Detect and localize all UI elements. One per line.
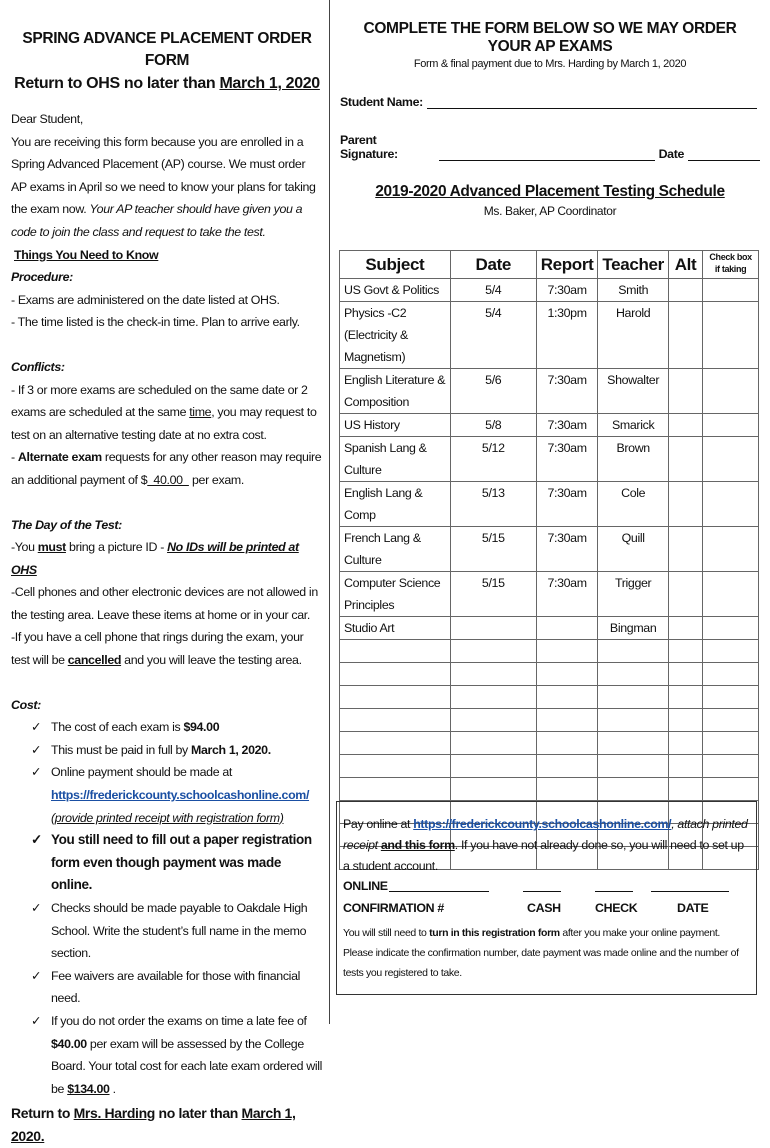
col-date: Date — [450, 251, 536, 279]
alt-cell[interactable] — [668, 617, 702, 640]
day-heading: The Day of the Test: — [11, 517, 122, 532]
check-cell[interactable] — [703, 482, 759, 527]
pay-text: , attach printed receipt — [343, 817, 748, 852]
parent-signature-label: Parent Signature: — [340, 133, 398, 161]
receipt-note: (provide printed receipt with registration form) — [51, 810, 284, 825]
report-cell: 7:30am — [536, 414, 598, 437]
checks-note: Checks should be made payable to Oakdale High School. Write the student’s full name in the memo section. — [51, 901, 308, 961]
check-cell[interactable] — [703, 437, 759, 482]
note-text: You will still need to — [343, 927, 430, 939]
day-must: must — [37, 540, 66, 555]
check-mark-icon: ✓ — [31, 968, 42, 983]
date-line[interactable] — [688, 146, 760, 161]
day-item: -Cell phones and other electronic devices are not allowed in the testing area. Leave these items at home or in your car. — [11, 585, 318, 622]
check-cell[interactable] — [703, 572, 759, 617]
intro-italic: Your AP teacher should have given you a code to join the class and request to take the test. — [11, 202, 303, 239]
date-cell: 5/15 — [450, 527, 536, 572]
subject-cell: Studio Art — [340, 617, 451, 640]
date-cell: 5/4 — [450, 279, 536, 302]
schedule-table — [339, 250, 759, 870]
subject-cell: US Govt & Politics — [340, 279, 451, 302]
col-teacher: Teacher — [598, 251, 669, 279]
check-cell[interactable] — [703, 414, 759, 437]
conflicts-text: - If 3 or more exams are scheduled on the same date or 2 exams are scheduled at the same — [11, 382, 308, 420]
table-row — [340, 302, 759, 369]
note-text: after you make your online payment. Please indicate the confirmation number, date payment was made online and the number of tests you registered to take. — [343, 927, 739, 979]
student-name-line[interactable] — [427, 94, 757, 109]
greeting: Dear Student, — [11, 112, 83, 126]
teacher-cell: Bingman — [598, 617, 669, 640]
check-cell[interactable] — [703, 279, 759, 302]
date-col-label: DATE — [677, 901, 709, 915]
parent-signature-field[interactable] — [340, 133, 760, 161]
blank-row[interactable] — [340, 640, 759, 663]
col-subject: Subject — [340, 251, 451, 279]
check-label: CHECK — [595, 901, 638, 915]
table-row — [340, 527, 759, 572]
payment-box — [336, 801, 757, 995]
report-cell: 7:30am — [536, 279, 598, 302]
table-row — [340, 482, 759, 527]
subject-cell: US History — [340, 414, 451, 437]
subject-cell: French Lang & Culture — [340, 527, 451, 572]
payment-fields — [337, 877, 756, 917]
cost-item — [11, 739, 323, 762]
date-line[interactable] — [651, 891, 729, 892]
table-row — [340, 572, 759, 617]
alt-cell[interactable] — [668, 572, 702, 617]
alt-cell[interactable] — [668, 527, 702, 572]
late-total: $134.00 — [67, 1081, 110, 1096]
alt-cell[interactable] — [668, 437, 702, 482]
col-check: Check box if taking — [703, 251, 759, 279]
alt-cell[interactable] — [668, 369, 702, 414]
report-cell — [536, 617, 598, 640]
procedure-heading: Procedure: — [11, 270, 73, 285]
subject-cell: Spanish Lang & Culture — [340, 437, 451, 482]
pay-text-bold: and this form — [380, 838, 455, 852]
day-text: bring a picture ID - — [65, 540, 168, 555]
cost-text: . — [109, 1081, 116, 1096]
date-cell: 5/15 — [450, 572, 536, 617]
teacher-cell: Trigger — [598, 572, 669, 617]
alt-cell[interactable] — [668, 414, 702, 437]
procedure-item: - The time listed is the check-in time. Plan to arrive early. — [11, 315, 300, 330]
teacher-cell: Smith — [598, 279, 669, 302]
no-ids-note: No IDs will be printed at OHS — [11, 540, 299, 577]
payment-note — [337, 917, 756, 983]
conflicts-time: time — [189, 405, 212, 420]
cost-item — [11, 716, 323, 739]
column-divider — [329, 0, 330, 1024]
date-cell — [450, 617, 536, 640]
day-item — [11, 626, 323, 671]
teacher-cell: Cole — [598, 482, 669, 527]
day-item — [11, 536, 323, 581]
cost-item — [11, 897, 323, 965]
late-fee: $40.00 — [51, 1036, 87, 1051]
date-cell: 5/12 — [450, 437, 536, 482]
intro-text: You are receiving this form because you are enrolled in a Spring Advanced Placement (AP) course. We must order AP exams in April so we need to know your plans for taking the exam now. — [11, 134, 316, 217]
teacher-cell: Smarick — [598, 414, 669, 437]
conflicts-text: per exam. — [188, 472, 244, 487]
cash-line[interactable] — [523, 891, 561, 892]
day-text: and you will leave the testing area. — [121, 653, 302, 668]
return-footer — [11, 1102, 323, 1147]
day-text: -You — [11, 540, 38, 555]
cost-text: The cost of each exam is — [51, 720, 184, 735]
return-deadline — [11, 72, 323, 96]
order-title: COMPLETE THE FORM BELOW SO WE MAY ORDER YOUR AP EXAMS — [363, 20, 737, 55]
conflicts-text: , you may request to test on an alternative testing date at no extra cost. — [11, 405, 317, 442]
check-cell[interactable] — [703, 302, 759, 369]
alt-cell[interactable] — [668, 482, 702, 527]
teacher-cell: Quill — [598, 527, 669, 572]
check-line[interactable] — [595, 891, 633, 892]
things-heading: Things You Need to Know — [14, 247, 159, 262]
blank-row[interactable] — [340, 663, 759, 686]
pay-text: . If you have not already done so, you will need to set up a student account. — [343, 838, 744, 873]
pay-text: Pay online at — [343, 817, 414, 831]
fee-waiver-note: Fee waivers are available for those with financial need. — [51, 968, 301, 1006]
alt-cell[interactable] — [668, 279, 702, 302]
blank-row[interactable] — [340, 755, 759, 778]
check-cell[interactable] — [703, 617, 759, 640]
return-prefix: Return to OHS no later than — [14, 75, 220, 92]
teacher-cell: Brown — [598, 437, 669, 482]
procedure-item: - Exams are administered on the date listed at OHS. — [11, 292, 280, 307]
teacher-cell: Harold — [598, 302, 669, 369]
cost-heading: Cost: — [11, 697, 41, 712]
check-mark-icon: ✓ — [31, 742, 42, 757]
check-mark-icon: ✓ — [31, 901, 42, 915]
footer-name: Mrs. Harding — [73, 1105, 155, 1122]
cost-text: Online payment should be made at — [51, 765, 232, 780]
blank-row[interactable] — [340, 732, 759, 755]
online-line[interactable] — [389, 891, 489, 892]
check-mark-icon: ✓ — [31, 720, 42, 735]
order-subtitle: Form & final payment due to Mrs. Harding by March 1, 2020 — [413, 58, 687, 70]
cost-text: If you do not order the exams on time a late fee of — [51, 1013, 307, 1028]
report-cell: 7:30am — [536, 572, 598, 617]
table-row — [340, 279, 759, 302]
check-cell[interactable] — [703, 527, 759, 572]
date-cell: 5/6 — [450, 369, 536, 414]
payment-instructions — [337, 802, 756, 877]
check-cell[interactable] — [703, 369, 759, 414]
note-bold: turn in this registration form — [429, 927, 560, 939]
exam-cost: $94.00 — [183, 720, 220, 735]
cost-text: per exam will be assessed by the College Board. Your total cost for each late exam ordered will be — [51, 1036, 323, 1096]
student-name-label: Student Name: — [340, 95, 423, 109]
teacher-cell: Showalter — [598, 369, 669, 414]
report-cell: 7:30am — [536, 369, 598, 414]
conflicts-item — [11, 379, 323, 447]
form-title: SPRING ADVANCE PLACEMENT ORDER FORM — [22, 30, 312, 69]
footer-text: no later than — [154, 1105, 242, 1122]
report-cell: 7:30am — [536, 437, 598, 482]
schedule-title: 2019-2020 Advanced Placement Testing Schedule — [375, 183, 725, 200]
table-row — [340, 414, 759, 437]
table-header-row — [340, 251, 759, 279]
paper-form-note: You still need to fill out a paper registration form even though payment was made online. — [51, 832, 312, 893]
table-row — [340, 617, 759, 640]
cost-text: This must be paid in full by — [51, 742, 191, 757]
table-row — [340, 369, 759, 414]
cost-item — [11, 965, 323, 1010]
conflicts-item — [11, 446, 323, 491]
col-report: Report — [536, 251, 598, 279]
intro-paragraph — [11, 131, 323, 244]
coordinator: Ms. Baker, AP Coordinator — [483, 204, 617, 218]
alternate-fee: 40.00 — [147, 472, 189, 487]
cost-deadline: March 1, 2020. — [190, 742, 271, 757]
alternate-exam: Alternate exam — [17, 450, 102, 465]
check-mark-icon: ✓ — [31, 832, 42, 848]
conflicts-text: - — [11, 450, 18, 465]
payment-link[interactable]: https://frederickcounty.schoolcashonline.com/ — [413, 817, 672, 831]
cost-item — [11, 829, 323, 897]
col-alt: Alt — [668, 251, 702, 279]
check-mark-icon: ✓ — [31, 765, 42, 780]
confirmation-label: CONFIRMATION # — [343, 901, 444, 915]
cost-item — [11, 761, 323, 829]
blank-row[interactable] — [340, 709, 759, 732]
subject-cell: English Lang & Comp — [340, 482, 451, 527]
order-column — [340, 20, 760, 218]
date-cell: 5/13 — [450, 482, 536, 527]
blank-row[interactable] — [340, 778, 759, 801]
subject-cell: Physics -C2 (Electricity & Magnetism) — [340, 302, 451, 369]
subject-cell: Computer Science Principles — [340, 572, 451, 617]
footer-date: March 1, 2020. — [11, 1105, 296, 1144]
footer-text: Return to — [11, 1105, 74, 1122]
report-cell: 7:30am — [536, 482, 598, 527]
day-cancelled: cancelled — [67, 653, 122, 668]
table-row — [340, 437, 759, 482]
cash-label: CASH — [527, 901, 561, 915]
report-cell: 1:30pm — [536, 302, 598, 369]
parent-signature-line[interactable] — [439, 146, 655, 161]
blank-row[interactable] — [340, 686, 759, 709]
report-cell: 7:30am — [536, 527, 598, 572]
day-text: -If you have a cell phone that rings during the exam, your test will be — [11, 630, 304, 668]
student-name-field[interactable] — [340, 94, 760, 109]
conflicts-heading: Conflicts: — [11, 359, 65, 374]
check-mark-icon: ✓ — [31, 1013, 42, 1028]
online-label: ONLINE — [343, 879, 388, 893]
date-cell: 5/8 — [450, 414, 536, 437]
subject-cell: English Literature & Composition — [340, 369, 451, 414]
info-column — [11, 28, 323, 1148]
return-date: March 1, 2020 — [219, 75, 320, 92]
alt-cell[interactable] — [668, 302, 702, 369]
date-cell: 5/4 — [450, 302, 536, 369]
payment-link[interactable]: https://frederickcounty.schoolcashonline.com/ — [51, 788, 310, 803]
date-label: Date — [658, 147, 685, 161]
conflicts-text: requests for any other reason may require an additional payment of $ — [11, 450, 322, 487]
